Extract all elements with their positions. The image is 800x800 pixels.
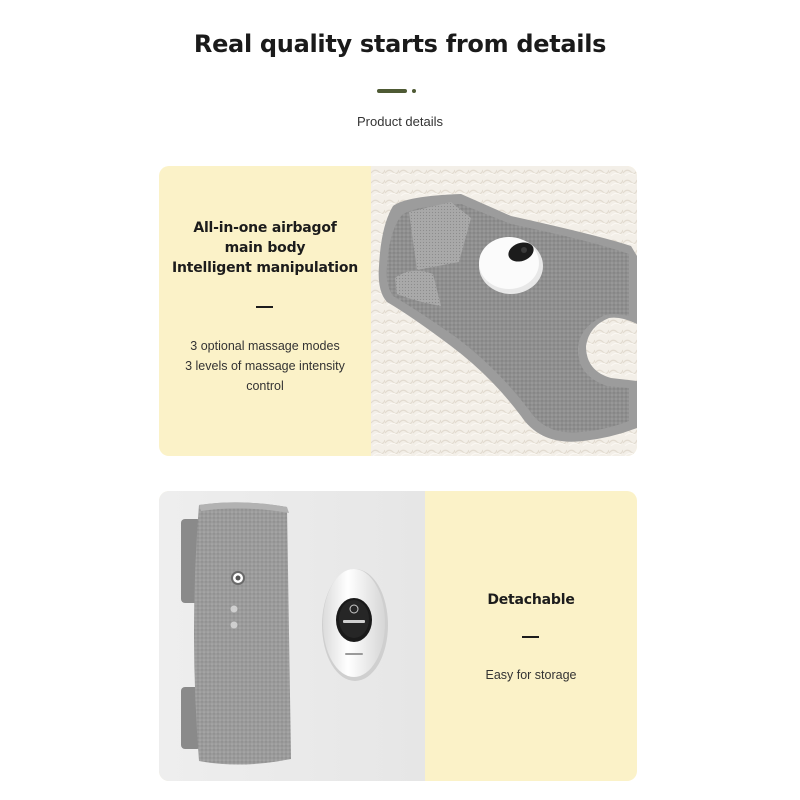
feature-description <box>159 336 371 396</box>
heading-divider <box>256 306 273 308</box>
feature-heading: Detachable <box>487 592 575 608</box>
feature-card-airbag <box>159 166 637 456</box>
heading-line: main body <box>224 240 306 256</box>
feature-heading <box>159 218 371 278</box>
title-underline <box>377 89 407 93</box>
page-title: Real quality starts from details <box>193 30 607 58</box>
heading-divider <box>522 636 539 638</box>
product-photo-knee-wrap <box>371 166 637 456</box>
desc-line: 3 optional massage modes <box>190 339 340 353</box>
feature-text-airbag <box>159 166 371 456</box>
feature-card-detachable <box>159 491 637 781</box>
desc-line: control <box>246 379 284 393</box>
title-underline-dot <box>412 89 416 93</box>
desc-line: 3 levels of massage intensity <box>185 359 345 373</box>
product-photo-leg-wrap <box>159 491 425 781</box>
heading-line: All-in-one airbagof <box>193 220 337 236</box>
page-subtitle: Product details <box>357 114 443 129</box>
feature-text-detachable <box>425 491 637 781</box>
heading-line: Intelligent manipulation <box>171 260 359 276</box>
feature-description: Easy for storage <box>485 668 577 682</box>
